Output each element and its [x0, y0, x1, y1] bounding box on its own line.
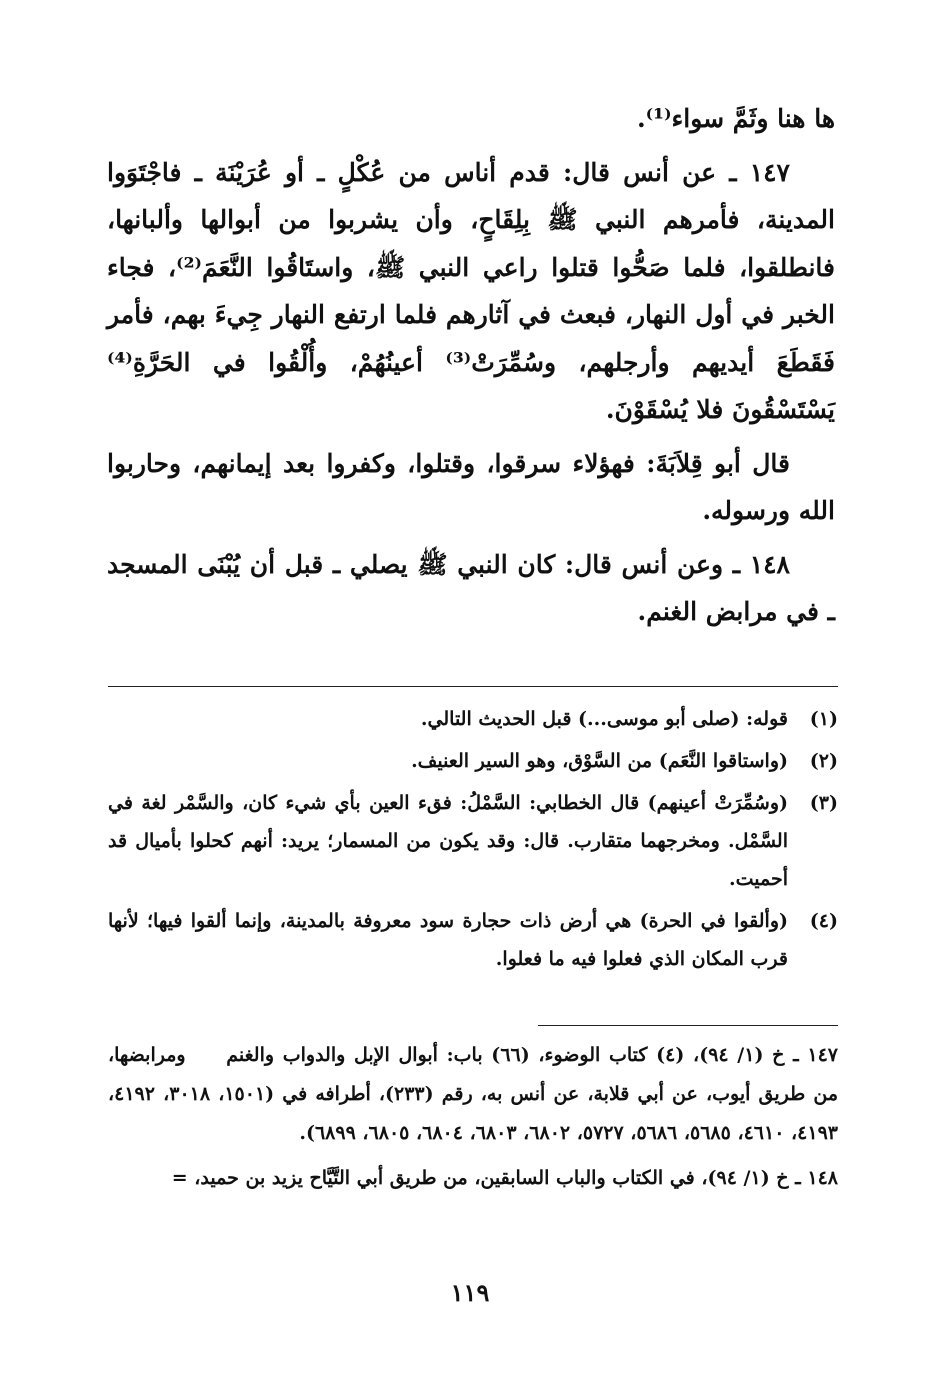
takhrij-148 — [108, 1159, 838, 1198]
main-text — [107, 95, 835, 642]
takhrij-head: ١٤٧ ـ خ (١/ ٩٤)، (٤) كتاب الوضوء، (٦٦) باب: أبوال الإبل والدواب والغنم — [226, 1044, 838, 1066]
footnote — [108, 902, 838, 978]
footnote-text: (وألقوا في الحرة) هي أرض ذات حجارة سود معروفة بالمدينة، وإنما ألقوا فيها؛ لأنها قرب المكان الذي فعلوا فيه ما فعلوا. — [108, 910, 788, 970]
hadith-148: ١٤٨ ـ وعن أنس قال: كان النبي ﷺ يصلي ـ قبل أن يُبْنَى المسجد ـ في مرابض الغنم. — [107, 549, 835, 626]
footnote — [108, 700, 838, 738]
footnote-number: (٤) — [809, 910, 838, 932]
footnote — [108, 742, 838, 780]
footnotes — [108, 700, 838, 982]
footnote-number: (٢) — [809, 750, 838, 772]
footnote-text: (واستاقوا النَّعَم) من السَّوْق، وهو السير العنيف. — [411, 750, 788, 772]
footnote — [108, 784, 838, 898]
paragraph-continuation: ها هنا وثَمَّ سواء⁽¹⁾. — [636, 104, 835, 133]
abu-qilaba-comment: قال أبو قِلاَبَةَ: فهؤلاء سرقوا، وقتلوا، وكفروا بعد إيمانهم، وحاربوا الله ورسوله. — [107, 448, 835, 525]
takhrij-notes — [108, 1036, 838, 1204]
takhrij-head: ١٤٨ ـ خ (١/ ٩٤)، في الكتاب والباب السابقين، من طريق أبي التَّيَّاح يزيد بن حميد، = — [171, 1166, 838, 1189]
footnote-separator — [108, 686, 838, 687]
takhrij-separator — [538, 1025, 838, 1026]
footnote-number: (٣) — [809, 792, 838, 814]
footnote-number: (١) — [809, 708, 838, 730]
footnote-text: (وسُمِّرَتْ أعينهم) قال الخطابي: السَّمْلُ: فقء العين بأي شيء كان، والسَّمْر لغة في السَّمْل. ومخرجهما متقارب. قال: وقد يكون من المسمار؛ يريد: أنهم كحلوا بأميال قد أحميت. — [108, 792, 788, 890]
takhrij-rest: ومرابضها، من طريق أيوب، عن أبي قلابة، عن أنس به، رقم (٢٣٣)، أطرافه في (١٥٠١، ٣٠١٨، ٤١٩٢، ٤١٩٣، ٤٦١٠، ٥٦٨٥، ٥٦٨٦، ٥٧٢٧، ٦٨٠٢، ٦٨٠٣، ٦٨٠٤، ٦٨٠٥، ٦٨٩٩). — [108, 1044, 839, 1144]
page-number: ١١٩ — [450, 1278, 490, 1307]
takhrij-147 — [108, 1036, 838, 1153]
hadith-147: ١٤٧ ـ عن أنس قال: قدم أناس من عُكْلٍ ـ أو عُرَيْنَة ـ فاجْتَوَوا المدينة، فأمرهم النبي ﷺ بِلِقَاحٍ، وأن يشربوا من أبوالها وألبانها، فانطلقوا، فلما صَحُّوا قتلوا راعي النبي ﷺ، واستَاقُوا النَّعَمَ⁽²⁾، فجاء الخبر في أول النهار، فبعث في آثارهم فلما ارتفع النهار جِيءَ بهم، فأمر فَقَطَعَ أيديهم وأرجلهم، وسُمِّرَتْ⁽³⁾ أعينُهُمْ، وأُلْقُوا في الحَرَّةِ⁽⁴⁾ يَسْتَسْقُونَ فلا يُسْقَوْنَ. — [107, 157, 835, 424]
footnote-text: قوله: (صلى أبو موسى...) قبل الحديث التالي. — [420, 708, 788, 730]
